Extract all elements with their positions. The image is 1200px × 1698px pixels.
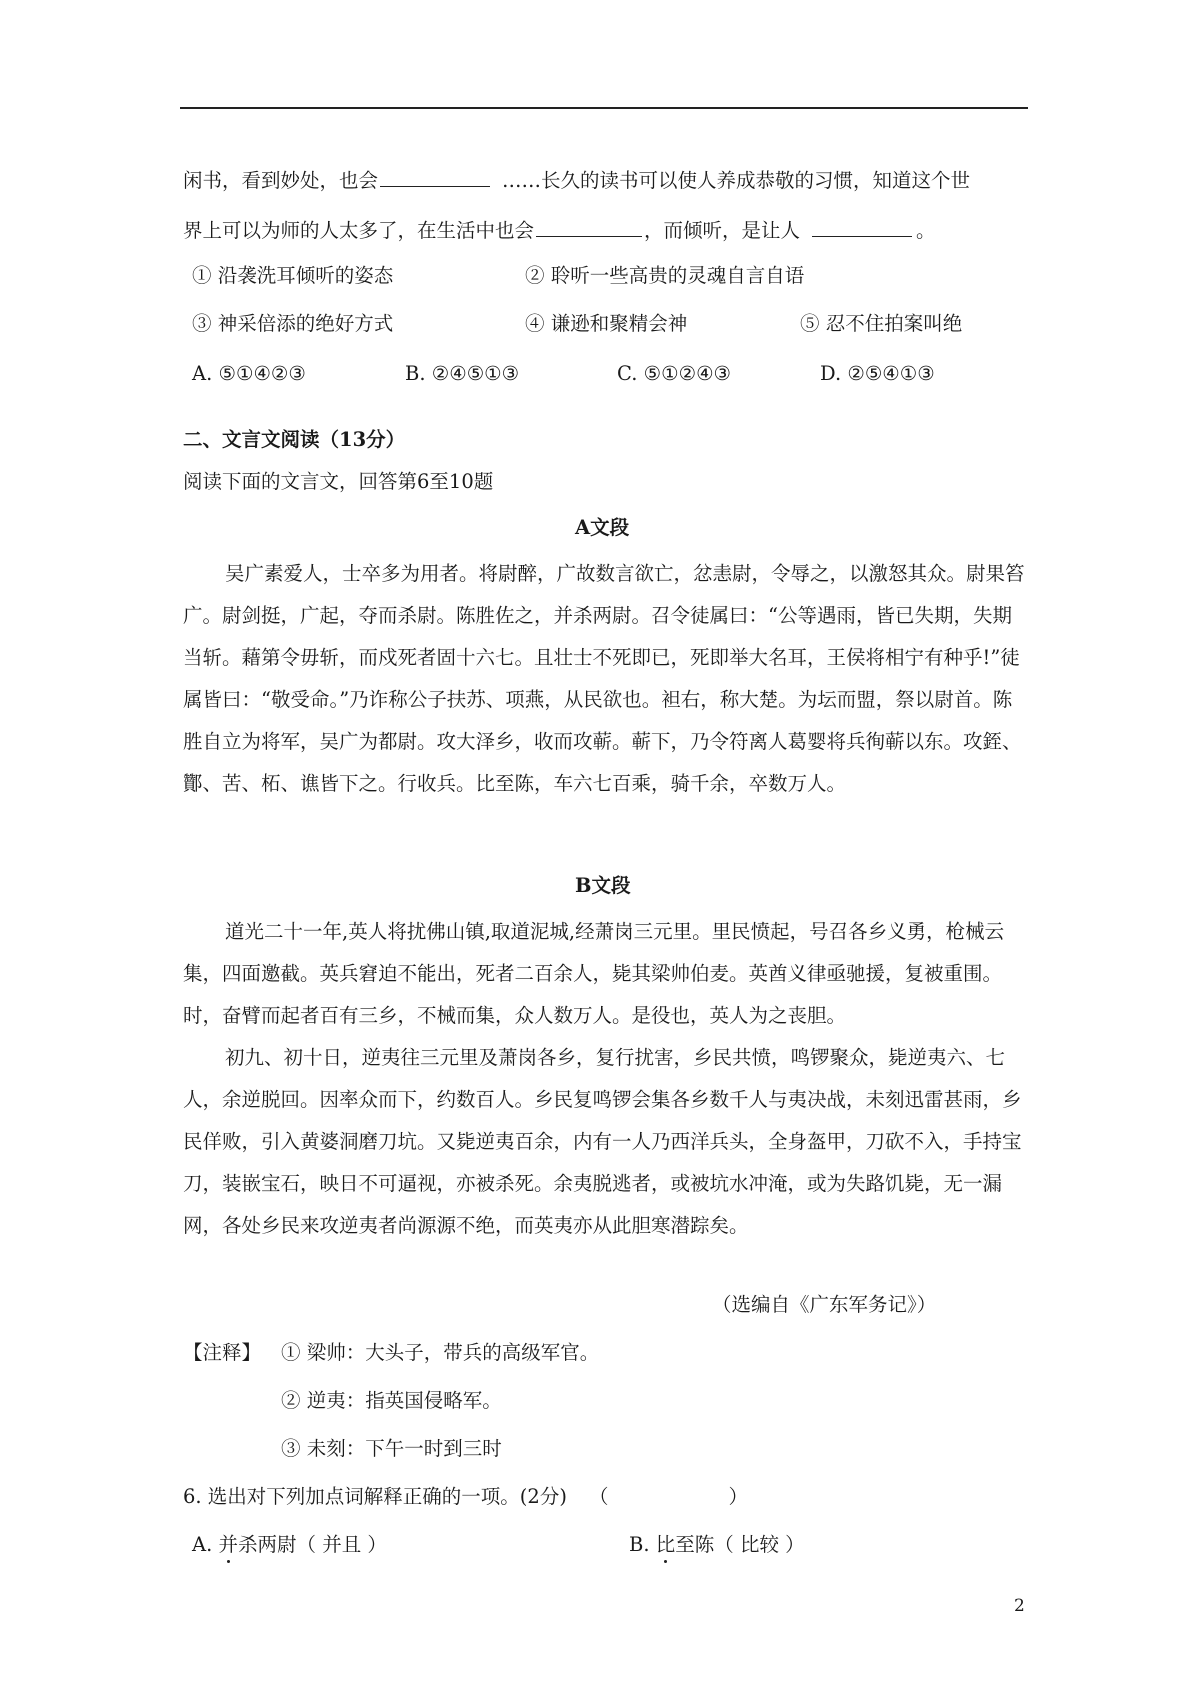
q5-item-3: ③ 神采倍添的绝好方式	[192, 312, 394, 335]
passage-source: （选编自《广东军务记》）	[712, 1293, 937, 1316]
q5-item-4: ④ 谦逊和聚精会神	[525, 312, 688, 335]
answer-blank-3[interactable]	[812, 218, 912, 237]
q5-line2: 界上可以为师的人太多了，在生活中也会 ，而倾听，是让人 。	[183, 219, 936, 242]
note-3: ③ 未刻：下午一时到三时	[281, 1437, 502, 1460]
note-1: ① 梁帅：大头子，带兵的高级军官。	[281, 1341, 600, 1364]
q5-item-5: ⑤ 忍不住拍案叫绝	[800, 312, 963, 335]
q5-option-a[interactable]: A. ⑤①④②③	[192, 362, 306, 385]
q5-option-c[interactable]: C. ⑤①②④③	[617, 362, 732, 385]
q6-option-a[interactable]: A. 并杀两尉（ 并且 ）	[192, 1533, 387, 1556]
passage-b-para-2: 初九、初十日，逆夷往三元里及萧岗各乡，复行扰害，乡民共愤，鸣锣聚众，毙逆夷六、七人，余逆脱回。因率众而下，约数百人。乡民复鸣锣会集各乡数千人与夷决战，未刻迅雷甚雨，乡民佯败，引入黄婆洞磨刀坑。又毙逆夷百余，内有一人乃西洋兵头，全身盔甲，刀砍不入，手持宝刀，装嵌宝石，映日不可逼视，亦被杀死。余夷脱逃者，或被坑水冲淹，或为失路饥毙，无一漏网，各处乡民来攻逆夷者尚源源不绝，而英夷亦从此胆寒潜踪矣。	[183, 1046, 1022, 1237]
dotted-word: 并	[218, 1533, 238, 1556]
q6-option-b[interactable]: B. 比至陈（ 比较 ）	[629, 1533, 805, 1556]
q6-answer-paren[interactable]: （ ）	[588, 1485, 748, 1508]
answer-blank-1[interactable]	[380, 168, 490, 187]
q5-item-1: ① 沿袭洗耳倾听的姿态	[192, 264, 394, 287]
passage-b-title: B文段	[575, 874, 631, 897]
page-number: 2	[1014, 1596, 1025, 1616]
passage-a-title: A文段	[575, 516, 630, 539]
section-instruction: 阅读下面的文言文，回答第6至10题	[183, 470, 494, 493]
section-heading: 二、文言文阅读（13分）	[183, 428, 406, 451]
answer-blank-2[interactable]	[536, 218, 642, 237]
q5-option-d[interactable]: D. ②⑤④①③	[820, 362, 935, 385]
dotted-word: 比	[655, 1533, 676, 1556]
q5-line1: 闲书，看到妙处，也会 ……长久的读书可以使人养成恭敬的习惯，知道这个世	[183, 169, 971, 192]
notes-label: 【注释】	[183, 1341, 262, 1364]
q5-option-b[interactable]: B. ②④⑤①③	[405, 362, 520, 385]
header-rule	[180, 107, 1028, 109]
note-2: ② 逆夷：指英国侵略军。	[281, 1389, 502, 1412]
q6-stem: 6. 选出对下列加点词解释正确的一项。(2分) （ ）	[183, 1485, 748, 1508]
passage-b	[183, 911, 1028, 1247]
passage-a-text: 吴广素爱人，士卒多为用者。将尉醉，广故数言欲亡，忿恚尉，令辱之，以激怒其众。尉果笞广。尉剑挺，广起，夺而杀尉。陈胜佐之，并杀两尉。召令徒属曰：“公等遇雨，皆已失期，失期当斩。藉第令毋斩，而戍死者固十六七。且壮士不死即已，死即举大名耳，王侯将相宁有种乎!”徒属皆曰：“敬受命。”乃诈称公子扶苏、项燕，从民欲也。袒右，称大楚。为坛而盟，祭以尉首。陈胜自立为将军，吴广为都尉。攻大泽乡，收而攻蕲。蕲下，乃令符离人葛婴将兵徇蕲以东。攻銍、酇、苦、柘、谯皆下之。行收兵。比至陈，车六七百乘，骑千余，卒数万人。	[183, 562, 1025, 795]
q5-item-2: ② 聆听一些高贵的灵魂自言自语	[525, 264, 805, 287]
passage-b-para-1: 道光二十一年,英人将扰佛山镇,取道泥城,经萧岗三元里。里民愤起，号召各乡义勇，枪械云集，四面邀截。英兵窘迫不能出，死者二百余人，毙其梁帅伯麦。英酋义律亟驰援，复被重围。时，奋臂而起者百有三乡，不械而集，众人数万人。是役也，英人为之丧胆。	[183, 920, 1005, 1027]
passage-a	[183, 553, 1028, 805]
